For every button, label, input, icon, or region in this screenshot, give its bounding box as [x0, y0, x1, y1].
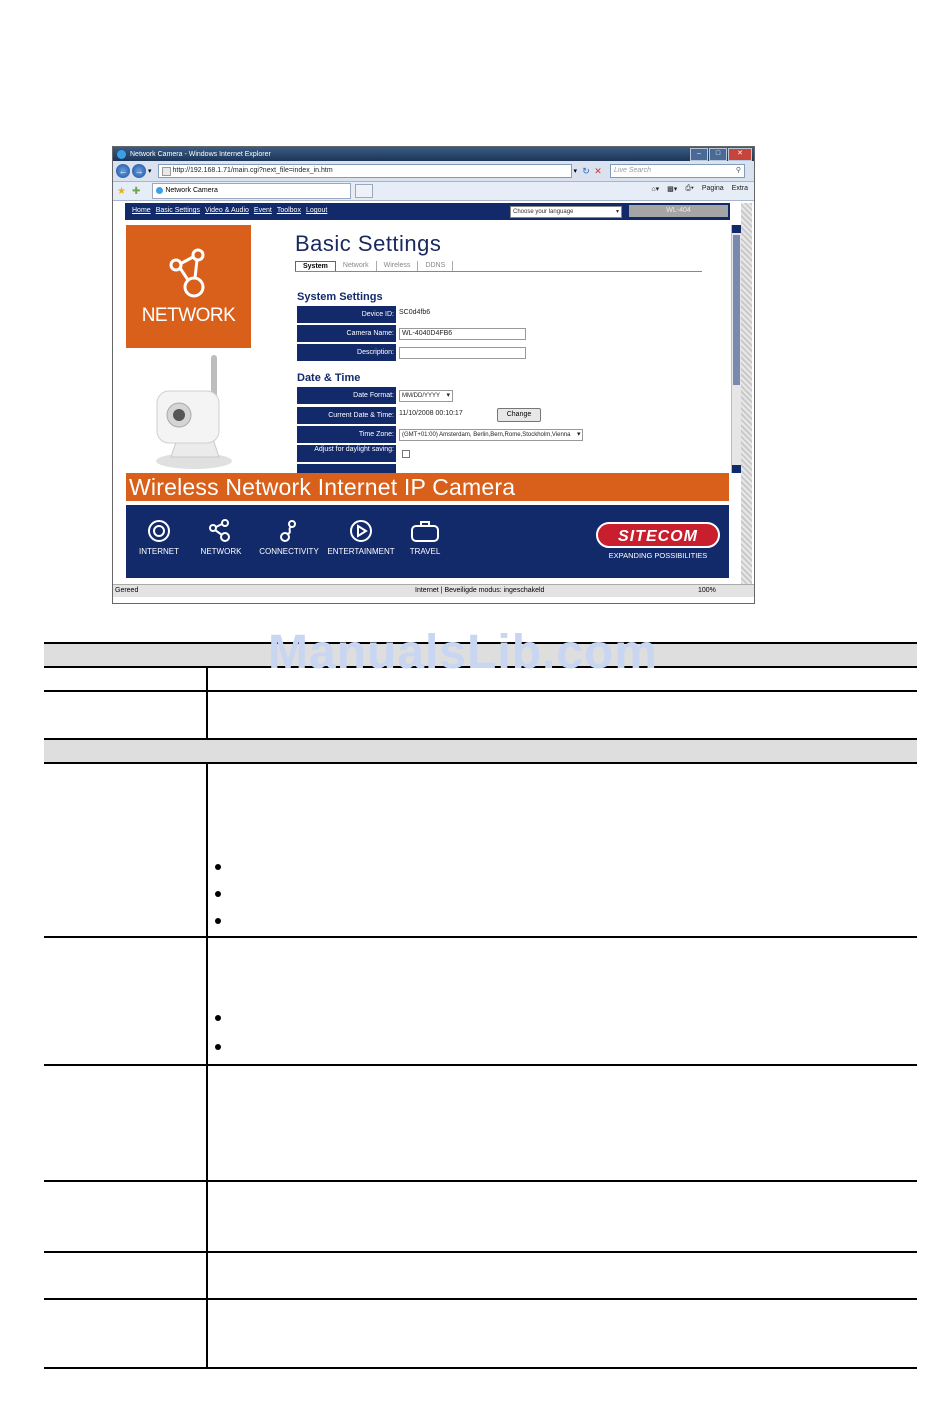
date-time-heading: Date & Time — [297, 372, 361, 384]
description-row — [297, 344, 637, 361]
scroll-down-button[interactable] — [732, 465, 741, 473]
time-zone-label: Time Zone: — [297, 426, 396, 443]
status-text: Gereed — [115, 587, 139, 594]
language-select[interactable] — [510, 206, 622, 218]
page-title: Basic Settings — [295, 231, 442, 256]
watermark: ManualsLib.com — [268, 626, 659, 679]
url-field[interactable]: http://192.168.1.71/main.cgi?next_file=index_in.htm — [158, 164, 572, 178]
date-format-label: Date Format: — [297, 387, 396, 404]
footer-label-travel: TRAVEL — [409, 547, 441, 556]
page-menu[interactable]: Pagina — [701, 185, 724, 192]
camera-name-row — [297, 325, 637, 342]
nav-link-home[interactable]: Home — [132, 207, 151, 214]
network-icon — [162, 247, 216, 301]
footer-item-travel — [390, 519, 460, 556]
daylight-row — [297, 445, 637, 462]
connectivity-icon — [279, 519, 299, 543]
url-dropdown-icon[interactable]: ▾ — [573, 168, 578, 175]
product-banner — [126, 473, 729, 501]
date-format-row — [297, 387, 637, 404]
footer-label-connectivity: CONNECTIVITY — [259, 547, 319, 556]
description-input[interactable] — [399, 347, 526, 359]
tab-divider — [295, 271, 702, 272]
stop-icon[interactable]: ✕ — [594, 165, 602, 176]
camera-web-page — [125, 203, 730, 580]
tab-wireless[interactable]: Wireless — [377, 261, 419, 271]
history-dropdown-icon[interactable]: ▾ — [148, 168, 152, 175]
device-id-row — [297, 306, 637, 323]
banner-text: Wireless Network Internet IP Camera — [129, 474, 516, 500]
minimize-button[interactable]: – — [690, 148, 708, 161]
ip-camera-image — [139, 353, 239, 473]
scroll-up-button[interactable] — [732, 225, 741, 233]
system-settings-heading: System Settings — [297, 291, 383, 303]
bullet — [215, 1044, 221, 1050]
table-header-band-2 — [44, 740, 917, 763]
feeds-icon[interactable]: ▩▾ — [667, 186, 678, 193]
change-button[interactable]: Change — [497, 408, 541, 422]
outer-scrollbar[interactable] — [741, 203, 752, 585]
table-rule — [44, 738, 917, 740]
table-rule — [44, 1298, 917, 1300]
back-button[interactable]: ← — [116, 164, 130, 178]
settings-tabs — [295, 261, 453, 271]
device-id-label: Device ID: — [297, 306, 396, 323]
daylight-checkbox[interactable] — [402, 450, 410, 458]
footer-item-entertainment — [326, 519, 396, 556]
bullet — [215, 918, 221, 924]
table-rule — [44, 1064, 917, 1066]
favorites-star-icon[interactable]: ★ — [117, 185, 126, 197]
footer-label-internet: INTERNET — [139, 547, 179, 556]
search-icon[interactable]: ⚲ — [735, 167, 742, 174]
new-tab-button[interactable] — [355, 184, 373, 198]
browser-screenshot — [112, 146, 755, 604]
brand-tagline: EXPANDING POSSIBILITIES — [608, 551, 708, 560]
tab-network[interactable]: Network — [336, 261, 377, 271]
nav-link-toolbox[interactable]: Toolbox — [276, 207, 301, 214]
maximize-button[interactable]: □ — [709, 148, 727, 161]
table-rule — [44, 936, 917, 938]
section-word: NETWORK — [141, 305, 236, 326]
tab-system[interactable]: System — [295, 261, 336, 271]
date-format-select[interactable]: MM/DD/YYYY ▾ — [399, 390, 453, 402]
chevron-down-icon: ▾ — [615, 209, 619, 215]
nav-link-event[interactable]: Event — [253, 207, 272, 214]
home-icon[interactable]: ⌂▾ — [651, 186, 660, 193]
sitecom-logo: SITECOM — [596, 522, 720, 548]
footer-item-internet — [124, 519, 194, 556]
language-select-value: Choose your language — [513, 209, 574, 215]
forward-button[interactable]: → — [132, 164, 146, 178]
footer — [126, 505, 729, 578]
nav-link-video-audio[interactable]: Video & Audio — [205, 207, 249, 214]
model-label: WL-404 — [629, 205, 728, 217]
network-section-logo — [126, 225, 251, 348]
scroll-thumb[interactable] — [733, 235, 740, 385]
footer-label-network: NETWORK — [200, 547, 242, 556]
add-favorites-icon[interactable]: ✚ — [131, 185, 141, 197]
current-date-time-value: 11/10/2008 00:10:17 — [399, 410, 463, 417]
status-bar — [113, 584, 754, 597]
camera-name-label: Camera Name: — [297, 325, 396, 342]
footer-item-network — [186, 519, 256, 556]
table-rule — [44, 1251, 917, 1253]
camera-name-input[interactable]: WL-4040D4FB6 — [399, 328, 526, 340]
current-date-time-row — [297, 407, 637, 424]
security-zone: Internet | Beveiligde modus: ingeschakeld — [415, 587, 545, 594]
print-icon[interactable]: ⎙▾ — [685, 185, 694, 192]
tab-ddns[interactable]: DDNS — [418, 261, 453, 271]
tab-network-camera[interactable]: Network Camera — [152, 183, 351, 199]
play-icon — [349, 519, 373, 543]
suitcase-icon — [410, 519, 440, 543]
top-navigation — [125, 203, 730, 220]
search-input[interactable] — [610, 164, 745, 178]
network-icon — [208, 519, 234, 543]
window-titlebar — [113, 147, 754, 161]
daylight-label: Adjust for daylight saving: — [297, 445, 396, 462]
table-rule — [44, 690, 917, 692]
ie-logo-icon — [117, 150, 126, 159]
favorites-bar — [113, 182, 754, 201]
description-label: Description: — [297, 344, 396, 361]
time-zone-row — [297, 426, 637, 443]
device-id-value: SC0d4fb6 — [399, 309, 431, 316]
footer-item-connectivity — [254, 519, 324, 556]
time-zone-select[interactable]: (GMT+01:00) Amsterdam, Berlin,Bern,Rome,Stockholm,Vienna ▾ — [399, 429, 583, 441]
bullet — [215, 864, 221, 870]
next-row-partial — [297, 464, 637, 473]
nav-link-basic-settings[interactable]: Basic Settings — [155, 207, 201, 214]
table-rule — [44, 762, 917, 764]
close-button[interactable]: ✕ — [728, 148, 752, 161]
page-scrollbar[interactable] — [731, 225, 741, 473]
internet-icon — [147, 519, 171, 543]
table-rule — [44, 1367, 917, 1369]
table-rule — [44, 1180, 917, 1182]
current-date-time-label: Current Date & Time: — [297, 407, 396, 424]
footer-label-entertainment: ENTERTAINMENT — [327, 547, 395, 556]
nav-link-logout[interactable]: Logout — [305, 207, 328, 214]
window-title: Network Camera - Windows Internet Explorer — [130, 150, 271, 158]
search-placeholder: Live Search — [614, 167, 651, 174]
bullet — [215, 1015, 221, 1021]
tools-menu[interactable]: Extra — [731, 185, 748, 192]
address-bar — [113, 161, 754, 182]
next-row-label — [297, 464, 396, 473]
zoom-level[interactable]: 100% — [698, 587, 716, 594]
table-column-divider — [206, 667, 208, 739]
refresh-icon[interactable]: ↻ — [582, 165, 590, 176]
bullet — [215, 891, 221, 897]
table-column-divider — [206, 763, 208, 1369]
